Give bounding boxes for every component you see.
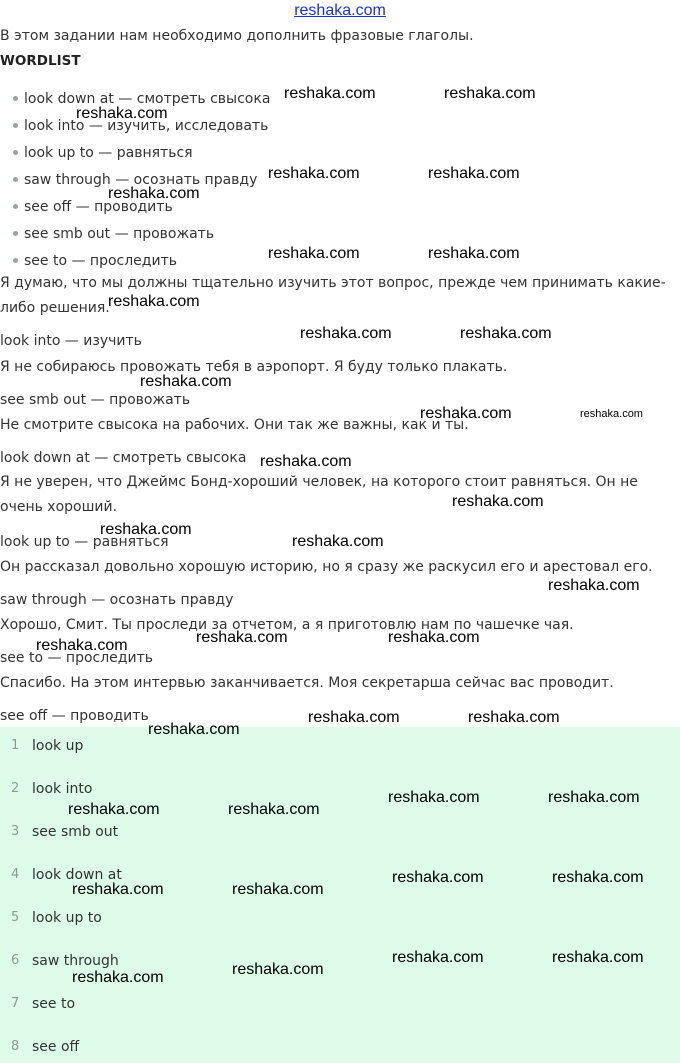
answer-number: 1 [11, 738, 20, 753]
exercise-verb: look down at — смотреть свысока [0, 450, 247, 466]
bullet-icon [13, 123, 18, 128]
watermark: reshaka.com [268, 245, 360, 262]
bullet-icon [13, 96, 18, 101]
wordlist-item-text: look up to — равняться [24, 145, 193, 161]
answer-text: see to [32, 996, 76, 1012]
exercise-sentence: Я думаю, что мы должны тщательно изучить этот вопрос, прежде чем принимать какие-либо решения. [0, 275, 666, 316]
watermark: reshaka.com [548, 789, 640, 806]
exercise-sentence: Я не собираюсь провожать тебя в аэропорт. Я буду только плакать. [0, 359, 508, 375]
watermark: reshaka.com [452, 493, 544, 510]
watermark: reshaka.com [68, 801, 160, 818]
exercise-sentence: Спасибо. На этом интервью заканчивается. Моя секретарша сейчас вас проводит. [0, 675, 614, 691]
wordlist-item [13, 221, 214, 247]
watermark: reshaka.com [388, 789, 480, 806]
exercise-sentence: Я не уверен, что Джеймс Бонд-хороший человек, на которого стоит равняться. Он не очень хороший. [0, 474, 638, 515]
wordlist-item-text: saw through — осознать правду [24, 172, 258, 188]
answer-number: 7 [11, 996, 20, 1011]
watermark: reshaka.com [140, 373, 232, 390]
watermark: reshaka.com [196, 629, 288, 646]
watermark: reshaka.com [108, 293, 200, 310]
wordlist-item-text: look down at — смотреть свысока [24, 91, 271, 107]
exercise-sentence: Он рассказал довольно хорошую историю, но я сразу же раскусил его и арестовал его. [0, 559, 653, 575]
watermark: reshaka.com [232, 961, 324, 978]
watermark: reshaka.com [268, 165, 360, 182]
wordlist-item-text: see smb out — провожать [24, 226, 215, 242]
exercise-verb: look up to — равняться [0, 534, 169, 550]
exercise-verb: saw through — осознать правду [0, 592, 234, 608]
wordlist-item-text: see off — проводить [24, 199, 173, 215]
watermark: reshaka.com [548, 577, 640, 594]
bullet-icon [13, 231, 18, 236]
bullet-icon [13, 150, 18, 155]
watermark: reshaka.com [468, 709, 560, 726]
answer-text: see off [32, 1039, 80, 1055]
answer-number: 8 [11, 1039, 20, 1054]
answer-text: look into [32, 781, 93, 797]
watermark: reshaka.com [420, 405, 512, 422]
watermark: reshaka.com [428, 245, 520, 262]
answer-number: 6 [11, 953, 20, 968]
wordlist-item [13, 140, 193, 166]
watermark: reshaka.com [428, 165, 520, 182]
answer-text: see smb out [32, 824, 119, 840]
wordlist-heading: WORDLIST [0, 53, 81, 69]
site-link[interactable]: reshaka.com [294, 2, 386, 19]
watermark: reshaka.com [392, 949, 484, 966]
watermark: reshaka.com [36, 637, 128, 654]
watermark: reshaka.com [72, 881, 164, 898]
bullet-icon [13, 204, 18, 209]
watermark: reshaka.com [392, 869, 484, 886]
watermark: reshaka.com [148, 721, 240, 738]
answer-number: 5 [11, 910, 20, 925]
answer-text: look up to [32, 910, 102, 926]
watermark: reshaka.com [552, 949, 644, 966]
watermark: reshaka.com [100, 521, 192, 538]
watermark: reshaka.com [580, 408, 643, 420]
watermark: reshaka.com [76, 105, 168, 122]
watermark: reshaka.com [552, 869, 644, 886]
exercise-sentence: Хорошо, Смит. Ты проследи за отчетом, а я приготовлю нам по чашечке чая. [0, 617, 574, 633]
wordlist-item-text: look into — изучить, исследовать [24, 118, 269, 134]
answer-text: look down at [32, 867, 122, 883]
watermark: reshaka.com [228, 801, 320, 818]
answer-text: saw through [32, 953, 119, 969]
watermark: reshaka.com [108, 185, 200, 202]
bullet-icon [13, 258, 18, 263]
answer-number: 3 [11, 824, 20, 839]
watermark: reshaka.com [284, 85, 376, 102]
watermark: reshaka.com [308, 709, 400, 726]
exercise-verb: look into — изучить [0, 333, 142, 349]
watermark: reshaka.com [260, 453, 352, 470]
watermark: reshaka.com [444, 85, 536, 102]
answer-text: look up [32, 738, 84, 754]
answer-number: 2 [11, 781, 20, 796]
bullet-icon [13, 177, 18, 182]
watermark: reshaka.com [72, 969, 164, 986]
intro-text: В этом задании нам необходимо дополнить фразовые глаголы. [0, 28, 474, 44]
exercise-verb: see smb out — провожать [0, 392, 191, 408]
watermark: reshaka.com [292, 533, 384, 550]
watermark: reshaka.com [232, 881, 324, 898]
exercise-verb: see to — проследить [0, 650, 153, 666]
wordlist-item-text: see to — проследить [24, 253, 177, 269]
exercise-verb: see off — проводить [0, 708, 149, 724]
answer-number: 4 [11, 867, 20, 882]
watermark: reshaka.com [388, 629, 480, 646]
watermark: reshaka.com [460, 325, 552, 342]
watermark: reshaka.com [300, 325, 392, 342]
exercise-sentence: Не смотрите свысока на рабочих. Они так же важны, как и ты. [0, 417, 469, 433]
